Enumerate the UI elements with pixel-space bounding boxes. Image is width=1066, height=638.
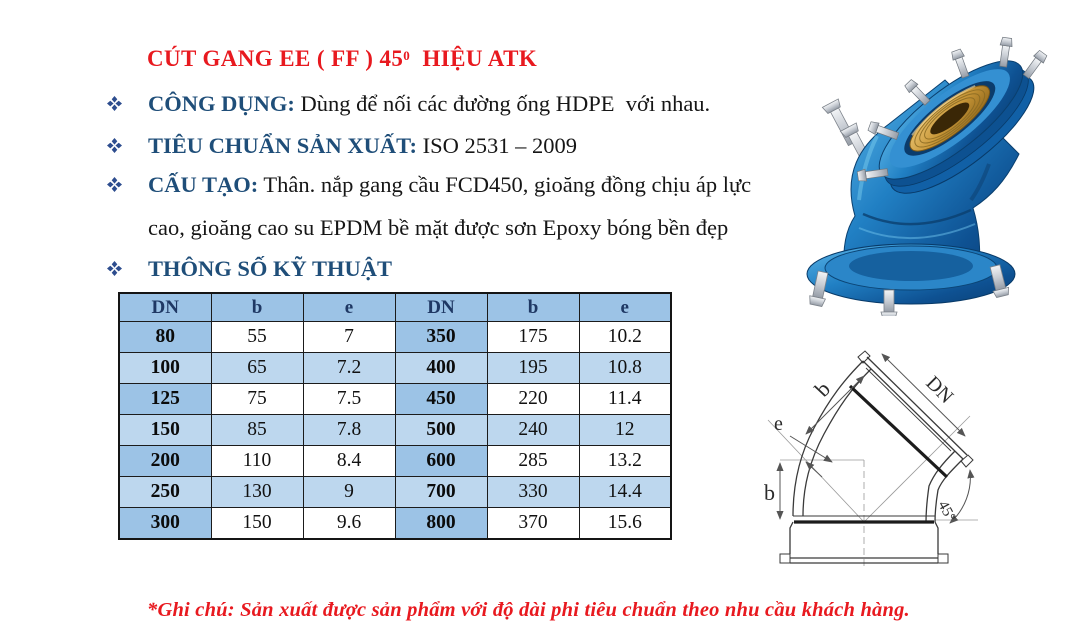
footer-note: *Ghi chú: Sản xuất được sản phẩm với độ dài phi tiêu chuẩn theo nhu cầu khách hàng. bbox=[147, 599, 910, 621]
value-cell: 11.4 bbox=[579, 384, 671, 415]
dn-cell: 400 bbox=[395, 353, 487, 384]
page-title bbox=[147, 46, 537, 72]
title-superscript: 0 bbox=[403, 48, 411, 63]
spec-table-body bbox=[119, 322, 671, 540]
four-diamond-bullet-icon bbox=[107, 177, 122, 192]
column-header: DN bbox=[395, 293, 487, 322]
table-row bbox=[119, 384, 671, 415]
dn-cell: 700 bbox=[395, 477, 487, 508]
value-cell: 9 bbox=[303, 477, 395, 508]
four-diamond-bullet-icon bbox=[107, 96, 122, 111]
value-cell: 55 bbox=[211, 322, 303, 353]
column-header: b bbox=[487, 293, 579, 322]
dn-cell: 200 bbox=[119, 446, 211, 477]
dn-cell: 125 bbox=[119, 384, 211, 415]
value-cell: 150 bbox=[211, 508, 303, 540]
construction-lines bbox=[768, 416, 978, 570]
value-cell: 7 bbox=[303, 322, 395, 353]
socket-seat-lines bbox=[794, 386, 947, 522]
value-cell: 110 bbox=[211, 446, 303, 477]
technical-diagram bbox=[744, 332, 1066, 584]
title-suffix: HIỆU ATK bbox=[410, 46, 538, 71]
table-row bbox=[119, 477, 671, 508]
value-cell: 240 bbox=[487, 415, 579, 446]
value-cell: 7.5 bbox=[303, 384, 395, 415]
dim-label-angle: 45° bbox=[934, 498, 959, 525]
value-cell: 8.4 bbox=[303, 446, 395, 477]
value-cell: 14.4 bbox=[579, 477, 671, 508]
bullet-text: ISO 2531 – 2009 bbox=[416, 133, 577, 158]
table-row bbox=[119, 322, 671, 353]
value-cell: 7.8 bbox=[303, 415, 395, 446]
dim-label-dn: DN bbox=[921, 371, 958, 408]
bullet-cong-dung bbox=[107, 90, 710, 118]
table-row bbox=[119, 415, 671, 446]
value-cell: 330 bbox=[487, 477, 579, 508]
bullet-thong-so bbox=[107, 255, 392, 283]
value-cell: 10.2 bbox=[579, 322, 671, 353]
value-cell: 15.6 bbox=[579, 508, 671, 540]
value-cell: 10.8 bbox=[579, 353, 671, 384]
value-cell: 130 bbox=[211, 477, 303, 508]
dim-label-b-top: b bbox=[809, 376, 836, 402]
column-header: DN bbox=[119, 293, 211, 322]
dn-cell: 80 bbox=[119, 322, 211, 353]
dim-label-b-bottom: b bbox=[764, 480, 775, 505]
bolt-stud-icon bbox=[1021, 50, 1048, 81]
spec-table bbox=[118, 292, 672, 540]
value-cell: 285 bbox=[487, 446, 579, 477]
product-photo bbox=[793, 24, 1066, 316]
title-text: CÚT GANG EE ( FF ) 45 bbox=[147, 46, 404, 71]
column-header: e bbox=[579, 293, 671, 322]
column-header: b bbox=[211, 293, 303, 322]
value-cell: 7.2 bbox=[303, 353, 395, 384]
value-cell: 65 bbox=[211, 353, 303, 384]
table-row bbox=[119, 353, 671, 384]
table-row bbox=[119, 508, 671, 540]
bullet-cau-tao-line2: cao, gioăng cao su EPDM bề mặt được sơn Epoxy bóng bền đẹp bbox=[148, 215, 729, 240]
bullet-text: Thân. nắp gang cầu FCD450, gioăng đồng chịu áp lực bbox=[258, 172, 752, 197]
value-cell: 9.6 bbox=[303, 508, 395, 540]
dn-cell: 250 bbox=[119, 477, 211, 508]
bullet-label: THÔNG SỐ KỸ THUẬT bbox=[148, 256, 393, 281]
bullet-text: Dùng để nối các đường ống HDPE với nhau. bbox=[294, 91, 711, 116]
dn-cell: 500 bbox=[395, 415, 487, 446]
dn-cell: 800 bbox=[395, 508, 487, 540]
value-cell: 370 bbox=[487, 508, 579, 540]
bullet-tieu-chuan bbox=[107, 132, 577, 160]
bolt-stud-icon bbox=[950, 49, 971, 79]
dn-cell: 100 bbox=[119, 353, 211, 384]
spec-table-header-row bbox=[119, 293, 671, 322]
dn-cell: 450 bbox=[395, 384, 487, 415]
dn-cell: 300 bbox=[119, 508, 211, 540]
value-cell: 85 bbox=[211, 415, 303, 446]
column-header: e bbox=[303, 293, 395, 322]
value-cell: 220 bbox=[487, 384, 579, 415]
bullet-label: CÔNG DỤNG: bbox=[148, 91, 295, 116]
dim-label-e: e bbox=[774, 413, 783, 435]
bullet-label: TIÊU CHUẨN SẢN XUẤT: bbox=[148, 133, 417, 158]
value-cell: 195 bbox=[487, 353, 579, 384]
dn-cell: 350 bbox=[395, 322, 487, 353]
four-diamond-bullet-icon bbox=[107, 138, 122, 153]
value-cell: 175 bbox=[487, 322, 579, 353]
bullet-label: CẤU TẠO: bbox=[148, 172, 259, 197]
value-cell: 75 bbox=[211, 384, 303, 415]
dn-cell: 600 bbox=[395, 446, 487, 477]
table-row bbox=[119, 446, 671, 477]
value-cell: 13.2 bbox=[579, 446, 671, 477]
dn-cell: 150 bbox=[119, 415, 211, 446]
four-diamond-bullet-icon bbox=[107, 261, 122, 276]
value-cell: 12 bbox=[579, 415, 671, 446]
bullet-cau-tao bbox=[107, 171, 751, 199]
